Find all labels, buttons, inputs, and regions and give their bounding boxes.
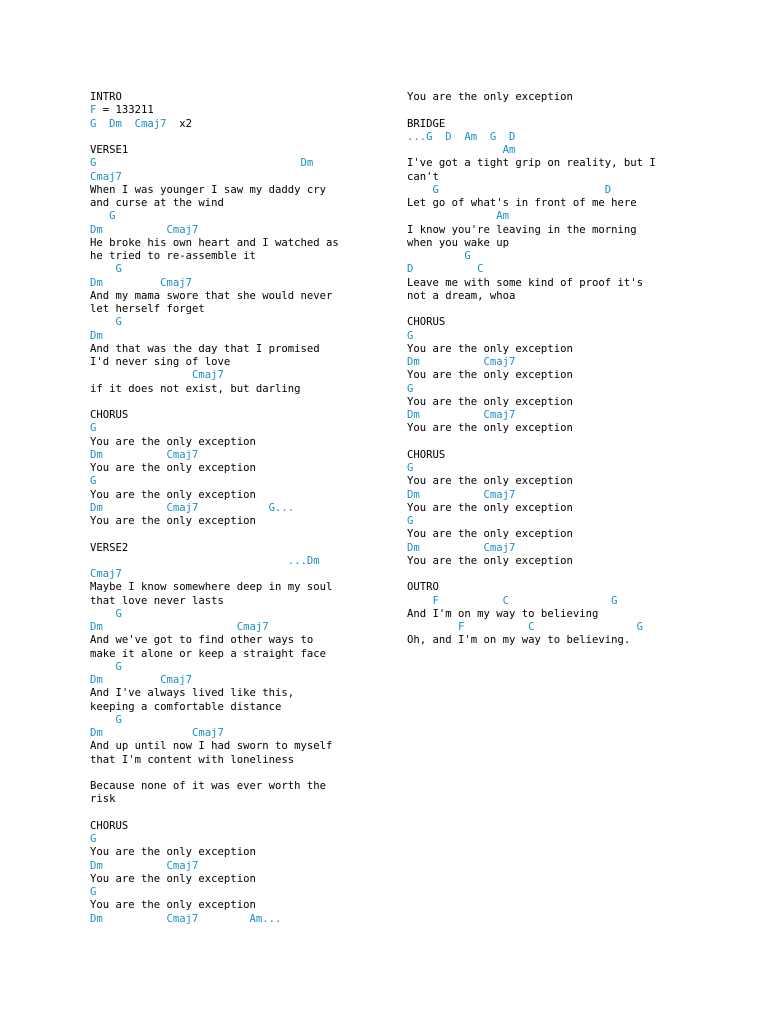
left-column <box>90 91 390 926</box>
lyric-line: CHORUS <box>407 316 446 329</box>
chord-line: Dm Cmaj7 <box>90 859 199 872</box>
lyric-line: that love never lasts <box>90 594 224 607</box>
chord-line: Cmaj7 <box>90 170 122 183</box>
blank-line <box>90 767 390 780</box>
lyric-line: BRIDGE <box>407 117 446 130</box>
chord-line: Dm <box>90 329 103 342</box>
lyric-line: Oh, and I'm on my way to believing. <box>407 634 631 647</box>
chord-line: Dm Cmaj7 <box>90 674 193 686</box>
lyric-line: let herself forget <box>90 303 205 315</box>
lyric-line: I'd never sing of love <box>90 356 231 368</box>
chord-line: G <box>407 329 414 342</box>
lyric-line: You are the only exception <box>90 462 256 474</box>
chord-line: G <box>407 515 414 527</box>
blank-line <box>407 568 707 581</box>
chord-line: G <box>407 382 414 395</box>
blank-line <box>90 528 390 541</box>
lyric-line: You are the only exception <box>90 899 256 912</box>
lyric-line: You are the only exception <box>407 422 573 435</box>
chord-line: Dm Cmaj7 <box>90 621 269 633</box>
lyric-line: You are the only exception <box>407 528 573 541</box>
chord-line: D C <box>407 263 484 276</box>
chord-token: G Dm Cmaj7 <box>90 117 167 130</box>
lyric-line: Because none of it was ever worth the <box>90 780 326 792</box>
lyric-line: CHORUS <box>90 819 129 832</box>
lyric-line: he tried to re-assemble it <box>90 250 256 262</box>
lyric-line: He broke his own heart and I watched as <box>90 236 339 249</box>
lyric-line: And my mama swore that she would never <box>90 289 333 302</box>
lyric-line: Leave me with some kind of proof it's <box>407 276 643 289</box>
lyric-line: When I was younger I saw my daddy cry <box>90 183 326 196</box>
chord-line: Dm Cmaj7 <box>407 541 516 554</box>
blank-line <box>407 104 707 117</box>
lyric-line: And up until now I had sworn to myself <box>90 740 333 753</box>
lyric-line: and curse at the wind <box>90 197 224 209</box>
chord-line: G <box>407 250 471 262</box>
blank-line <box>90 807 390 820</box>
chord-line: G <box>90 713 122 726</box>
blank-line <box>90 131 390 144</box>
lyric-line: when you wake up <box>407 236 510 249</box>
chord-line: Dm Cmaj7 G... <box>90 501 295 514</box>
lyric-line: F = 133211 <box>90 104 154 117</box>
chord-line: G <box>90 607 122 620</box>
lyric-line: Let go of what's in front of me here <box>407 197 637 209</box>
lyric-line: And we've got to find other ways to <box>90 634 314 647</box>
lyric-line: You are the only exception <box>407 91 573 103</box>
lyric-line: risk <box>90 793 116 806</box>
lyric-line: And I've always lived like this, <box>90 687 295 700</box>
lyric-line: not a dream, whoa <box>407 289 516 302</box>
lyric-line: INTRO <box>90 91 122 103</box>
lyric-line: VERSE1 <box>90 144 129 156</box>
chord-line: Cmaj7 <box>90 568 122 580</box>
chord-line: Dm Cmaj7 <box>407 356 516 368</box>
lyric-line: I've got a tight grip on reality, but I <box>407 157 656 170</box>
chord-line: G <box>90 833 97 845</box>
chord-line: G <box>90 660 122 673</box>
lyric-line: You are the only exception <box>407 475 573 488</box>
chord-line: Cmaj7 <box>90 369 224 382</box>
lyric-line: I know you're leaving in the morning <box>407 223 637 236</box>
lyric-line: You are the only exception <box>407 501 573 514</box>
chord-line: G <box>90 422 97 435</box>
lyric-line: And I'm on my way to believing <box>407 607 599 620</box>
lyric-line: Maybe I know somewhere deep in my soul <box>90 581 333 594</box>
chord-line: F C G <box>407 594 618 607</box>
chord-token: F <box>90 104 97 117</box>
lyric-line: make it alone or keep a straight face <box>90 647 326 660</box>
chord-line: Dm Cmaj7 <box>407 488 516 501</box>
chord-line: G D <box>407 183 612 196</box>
chord-line: Dm Cmaj7 <box>90 448 199 461</box>
lyric-line: can't <box>407 170 439 183</box>
lyric-line: You are the only exception <box>407 395 573 408</box>
chord-line: Am <box>407 210 510 223</box>
lyric-line: if it does not exist, but darling <box>90 382 301 395</box>
chord-line: G <box>90 263 122 276</box>
chord-line: G <box>90 475 97 488</box>
right-column <box>407 91 707 648</box>
lyric-line: You are the only exception <box>407 369 573 382</box>
lyric-line: You are the only exception <box>90 488 256 501</box>
lyric-line: You are the only exception <box>407 554 573 567</box>
blank-line <box>407 436 707 449</box>
chord-line: Dm Cmaj7 <box>407 409 516 421</box>
lyric-line: G Dm Cmaj7 x2 <box>90 117 193 130</box>
chord-line: Dm Cmaj7 <box>90 727 224 739</box>
lyric-line: You are the only exception <box>90 846 256 859</box>
chord-line: Dm Cmaj7 Am... <box>90 912 282 925</box>
lyric-line: You are the only exception <box>407 342 573 355</box>
lyric-line: You are the only exception <box>90 435 256 448</box>
chord-line: ...Dm <box>90 554 320 567</box>
chord-line: G <box>407 462 414 474</box>
lyric-line: You are the only exception <box>90 872 256 885</box>
lyric-line: CHORUS <box>407 448 446 461</box>
chord-line: G <box>90 886 97 898</box>
blank-line <box>407 303 707 316</box>
lyric-line: VERSE2 <box>90 541 129 554</box>
chord-line: Dm Cmaj7 <box>90 223 199 236</box>
lyric-line: You are the only exception <box>90 515 256 527</box>
lyric-line: CHORUS <box>90 409 129 421</box>
lyric-line: OUTRO <box>407 581 439 594</box>
chord-line: Am <box>407 144 516 156</box>
chord-line: F C G <box>407 621 643 633</box>
lyric-line: keeping a comfortable distance <box>90 700 282 713</box>
chord-line: ...G D Am G D <box>407 130 516 143</box>
chord-line: G <box>90 316 122 329</box>
lyric-line: And that was the day that I promised <box>90 342 320 355</box>
lyric-line: that I'm content with loneliness <box>90 753 295 766</box>
chord-line: G <box>90 210 116 223</box>
chord-line: Dm Cmaj7 <box>90 276 193 289</box>
chord-line: G Dm <box>90 157 314 170</box>
blank-line <box>90 396 390 409</box>
